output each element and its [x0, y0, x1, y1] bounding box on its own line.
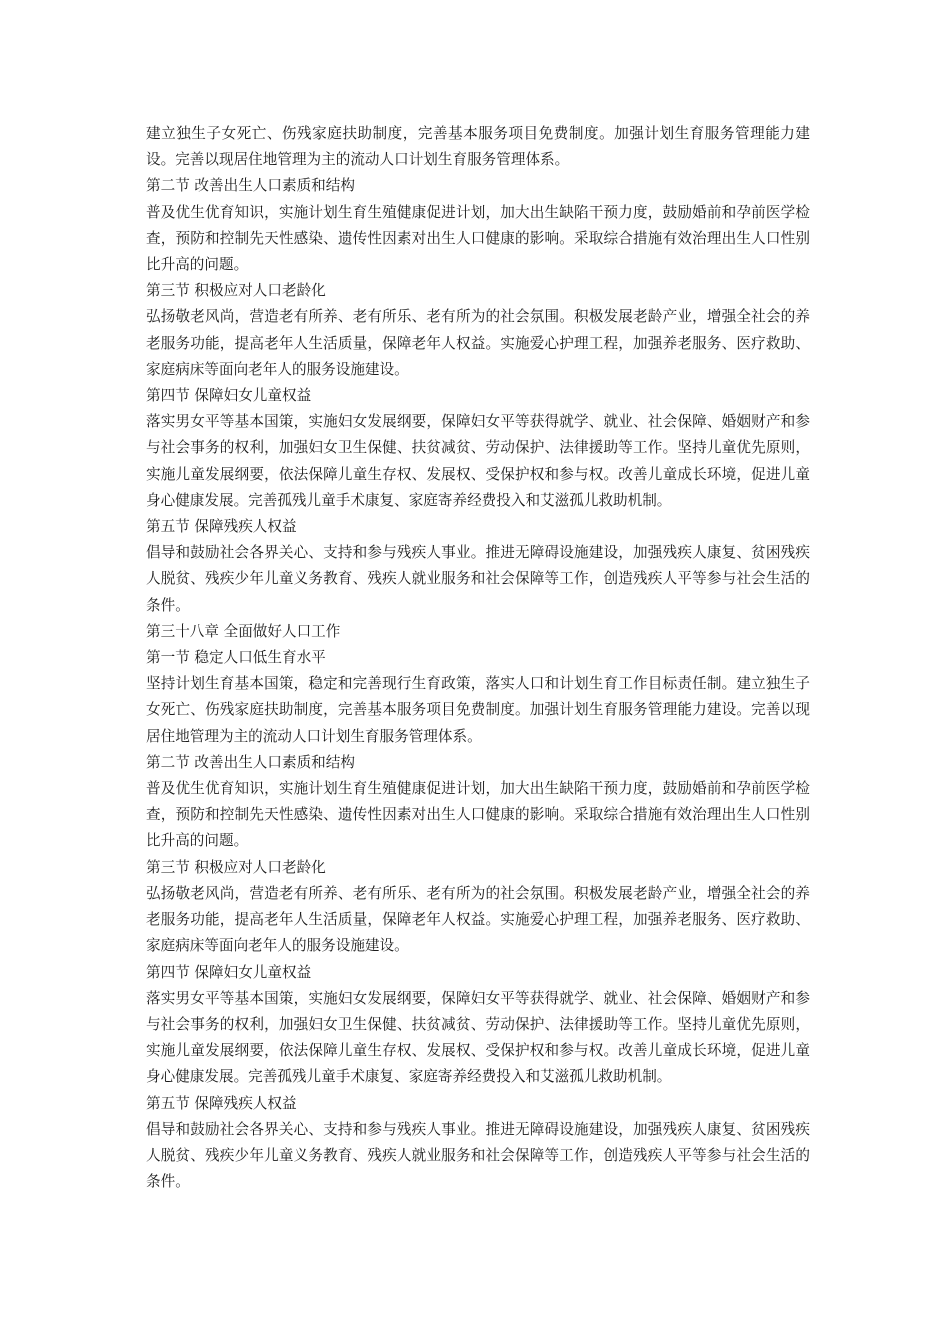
section-heading: 第三节 积极应对人口老龄化 [146, 858, 326, 876]
paragraph: 普及优生优育知识，实施计划生育生殖健康促进计划，加大出生缺陷干预力度，鼓励婚前和孕前医学检查，预防和控制先天性感染、遗传性因素对出生人口健康的影响。采取综合措施有效治理出生人口性别比升高的问题。 [146, 203, 810, 274]
section-heading: 第二节 改善出生人口素质和结构 [146, 177, 355, 195]
paragraph: 倡导和鼓励社会各界关心、支持和参与残疾人事业。推进无障碍设施建设，加强残疾人康复、贫困残疾人脱贫、残疾少年儿童义务教育、残疾人就业服务和社会保障等工作，创造残疾人平等参与社会生活的条件。 [146, 544, 810, 614]
section-heading: 第二节 改善出生人口素质和结构 [146, 753, 355, 771]
section-heading: 第四节 保障妇女儿童权益 [146, 963, 312, 981]
paragraph: 弘扬敬老风尚，营造老有所养、老有所乐、老有所为的社会氛围。积极发展老龄产业，增强全社会的养老服务功能，提高老年人生活质量，保障老年人权益。实施爱心护理工程，加强养老服务、医疗救助、家庭病床等面向老年人的服务设施建设。 [146, 308, 810, 378]
document-body [146, 121, 810, 1195]
chapter-heading: 第三十八章 全面做好人口工作 [146, 622, 341, 640]
paragraph: 落实男女平等基本国策，实施妇女发展纲要，保障妇女平等获得就学、就业、社会保障、婚姻财产和参与社会事务的权利，加强妇女卫生保健、扶贫减贫、劳动保护、法律援助等工作。坚持儿童优先原则，实施儿童发展纲要，依法保障儿童生存权、发展权、受保护权和参与权。改善儿童成长环境，促进儿童身心健康发展。完善孤残儿童手术康复、家庭寄养经费投入和艾滋孤儿救助机制。 [146, 989, 810, 1086]
section-heading: 第五节 保障残疾人权益 [146, 1094, 297, 1112]
paragraph: 坚持计划生育基本国策，稳定和完善现行生育政策，落实人口和计划生育工作目标责任制。建立独生子女死亡、伤残家庭扶助制度，完善基本服务项目免费制度。加强计划生育服务管理能力建设。完善以现居住地管理为主的流动人口计划生育服务管理体系。 [146, 675, 810, 745]
paragraph: 倡导和鼓励社会各界关心、支持和参与残疾人事业。推进无障碍设施建设，加强残疾人康复、贫困残疾人脱贫、残疾少年儿童义务教育、残疾人就业服务和社会保障等工作，创造残疾人平等参与社会生活的条件。 [146, 1120, 810, 1191]
paragraph: 普及优生优育知识，实施计划生育生殖健康促进计划，加大出生缺陷干预力度，鼓励婚前和孕前医学检查，预防和控制先天性感染、遗传性因素对出生人口健康的影响。采取综合措施有效治理出生人口性别比升高的问题。 [146, 780, 810, 850]
section-heading: 第四节 保障妇女儿童权益 [146, 387, 312, 405]
paragraph: 落实男女平等基本国策，实施妇女发展纲要，保障妇女平等获得就学、就业、社会保障、婚姻财产和参与社会事务的权利，加强妇女卫生保健、扶贫减贫、劳动保护、法律援助等工作。坚持儿童优先原则，实施儿童发展纲要，依法保障儿童生存权、发展权、受保护权和参与权。改善儿童成长环境，促进儿童身心健康发展。完善孤残儿童手术康复、家庭寄养经费投入和艾滋孤儿救助机制。 [146, 413, 810, 509]
section-heading: 第一节 稳定人口低生育水平 [146, 649, 326, 667]
paragraph: 建立独生子女死亡、伤残家庭扶助制度，完善基本服务项目免费制度。加强计划生育服务管理能力建设。完善以现居住地管理为主的流动人口计划生育服务管理体系。 [146, 125, 810, 169]
section-heading: 第三节 积极应对人口老龄化 [146, 282, 326, 300]
section-heading: 第五节 保障残疾人权益 [146, 518, 297, 536]
paragraph: 弘扬敬老风尚，营造老有所养、老有所乐、老有所为的社会氛围。积极发展老龄产业，增强全社会的养老服务功能，提高老年人生活质量，保障老年人权益。实施爱心护理工程，加强养老服务、医疗救助、家庭病床等面向老年人的服务设施建设。 [146, 884, 810, 955]
